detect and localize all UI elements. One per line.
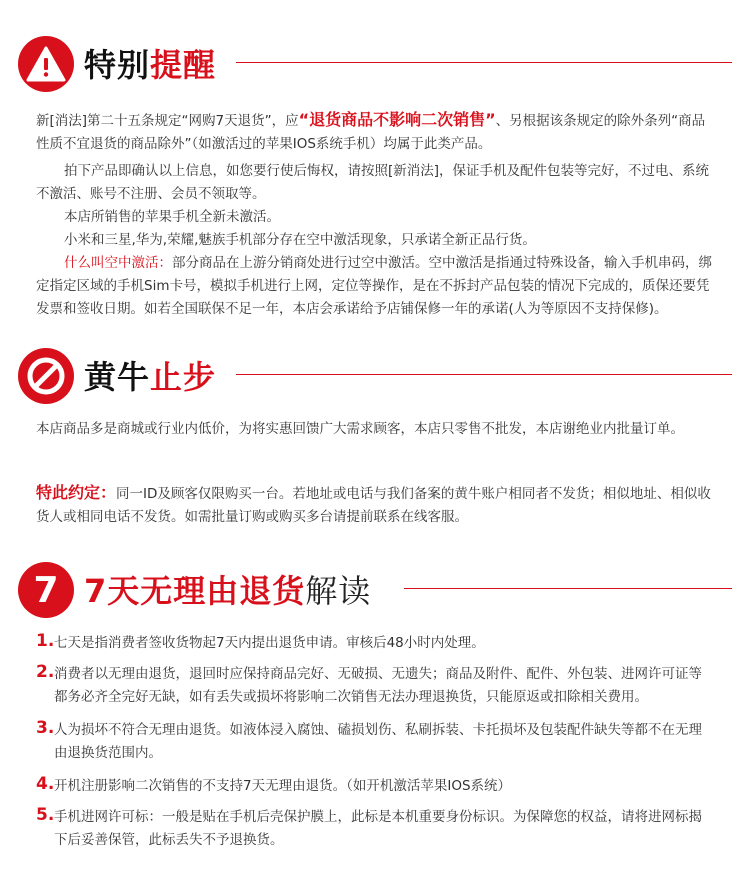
list-item: 1. 七天是指消费者签收货物起7天内提出退货申请。审核后48小时内处理。 [36, 631, 485, 651]
air-activation-label: 什么叫空中激活： [64, 255, 172, 271]
no-entry-icon [25, 355, 67, 397]
no-entry-badge [18, 348, 74, 404]
title-red-part: 7天无理由退货 [84, 572, 306, 610]
highlight-quote: “退货商品不影响二次销售” [298, 110, 496, 129]
reminder-paragraph-5: 什么叫空中激活：部分商品在上游分销商处进行过空中激活。空中激活是指通过特殊设备，输入手机串码，绑定指定区域的手机Sim卡号，模拟手机进行上网，定位等操作，是在不拆封产品包装的情况下完成的，质保还要凭发票和签收日期。如若全国联保不足一年，本店会承诺给予店铺保修一年的承诺(人为等原因不支持保修)。 [36, 255, 712, 317]
reminder-paragraph-4: 小米和三星,华为,荣耀,魅族手机部分存在空中激活现象，只承诺全新正品行货。 [64, 232, 536, 248]
list-item: 3. 人为损坏不符合无理由退货。如液体浸入腐蚀、磕损划伤、私刷拆装、卡托损坏及包装配件缺失等都不在无理由退换货范围内。 [36, 718, 702, 761]
section-title [84, 40, 216, 90]
section-7day-return-header [0, 562, 750, 632]
section-title [84, 566, 371, 616]
scalper-paragraph-2: 特此约定：同一ID及顾客仅限购买一台。若地址或电话与我们备案的黄牛账户相同者不发货；相似地址、相似收货人或相同电话不发货。如需批量订购或购买多台请提前联系在线客服。 [36, 483, 711, 525]
title-black-part: 黄牛 [84, 358, 151, 396]
reminder-paragraph-1: 新[消法]第二十五条规定“网购7天退货”，应“退货商品不影响二次销售”、另根据该条规定的除外条列“商品性质不宜退货的商品除外”（如激活过的苹果IOS系统手机）均属于此类产品。 [36, 110, 706, 152]
scalper-paragraph-1: 本店商品多是商城或行业内低价，为将实惠回馈广大需求顾客，本店只零售不批发，本店谢绝业内批量订单。 [36, 421, 684, 437]
header-rule [404, 588, 732, 589]
number-seven-badge [18, 562, 74, 618]
header-rule [236, 374, 732, 375]
title-red-part: 止步 [150, 358, 217, 396]
title-black-part: 特别 [84, 46, 151, 84]
reminder-paragraph-3: 本店所销售的苹果手机全新未激活。 [64, 209, 280, 225]
warning-triangle-icon [26, 46, 66, 82]
section-scalper-stop-header [0, 348, 750, 418]
seven-number-icon: 7 [33, 569, 59, 611]
return-rules-list [36, 632, 714, 852]
warning-badge [18, 36, 74, 92]
title-plain-part: 解读 [305, 572, 372, 610]
reminder-paragraph-2: 拍下产品即确认以上信息，如您要行使后悔权，请按照[新消法]，保证手机及配件包装等完好，不过电、系统不激活、账号不注册、会员不领取等。 [36, 163, 710, 202]
list-item: 5. 手机进网许可标：一般是贴在手机后壳保护膜上，此标是本机重要身份标识。为保障您的权益，请将进网标揭下后妥善保管，此标丢失不予退换货。 [36, 805, 702, 848]
special-agreement-label: 特此约定： [36, 483, 117, 502]
section-special-reminder-header [0, 36, 750, 106]
section-title [84, 352, 216, 402]
title-red-part: 提醒 [150, 46, 217, 84]
list-item: 4. 开机注册影响二次销售的不支持7天无理由退货。（如开机激活苹果IOS系统） [36, 774, 512, 794]
list-item: 2. 消费者以无理由退货，退回时应保持商品完好、无破损、无遗失；商品及附件、配件、外包装、进网许可证等都务必齐全完好无缺，如有丢失或损坏将影响二次销售无法办理退换货，只能原返或扣除相关费用。 [36, 662, 702, 705]
header-rule [236, 62, 732, 63]
